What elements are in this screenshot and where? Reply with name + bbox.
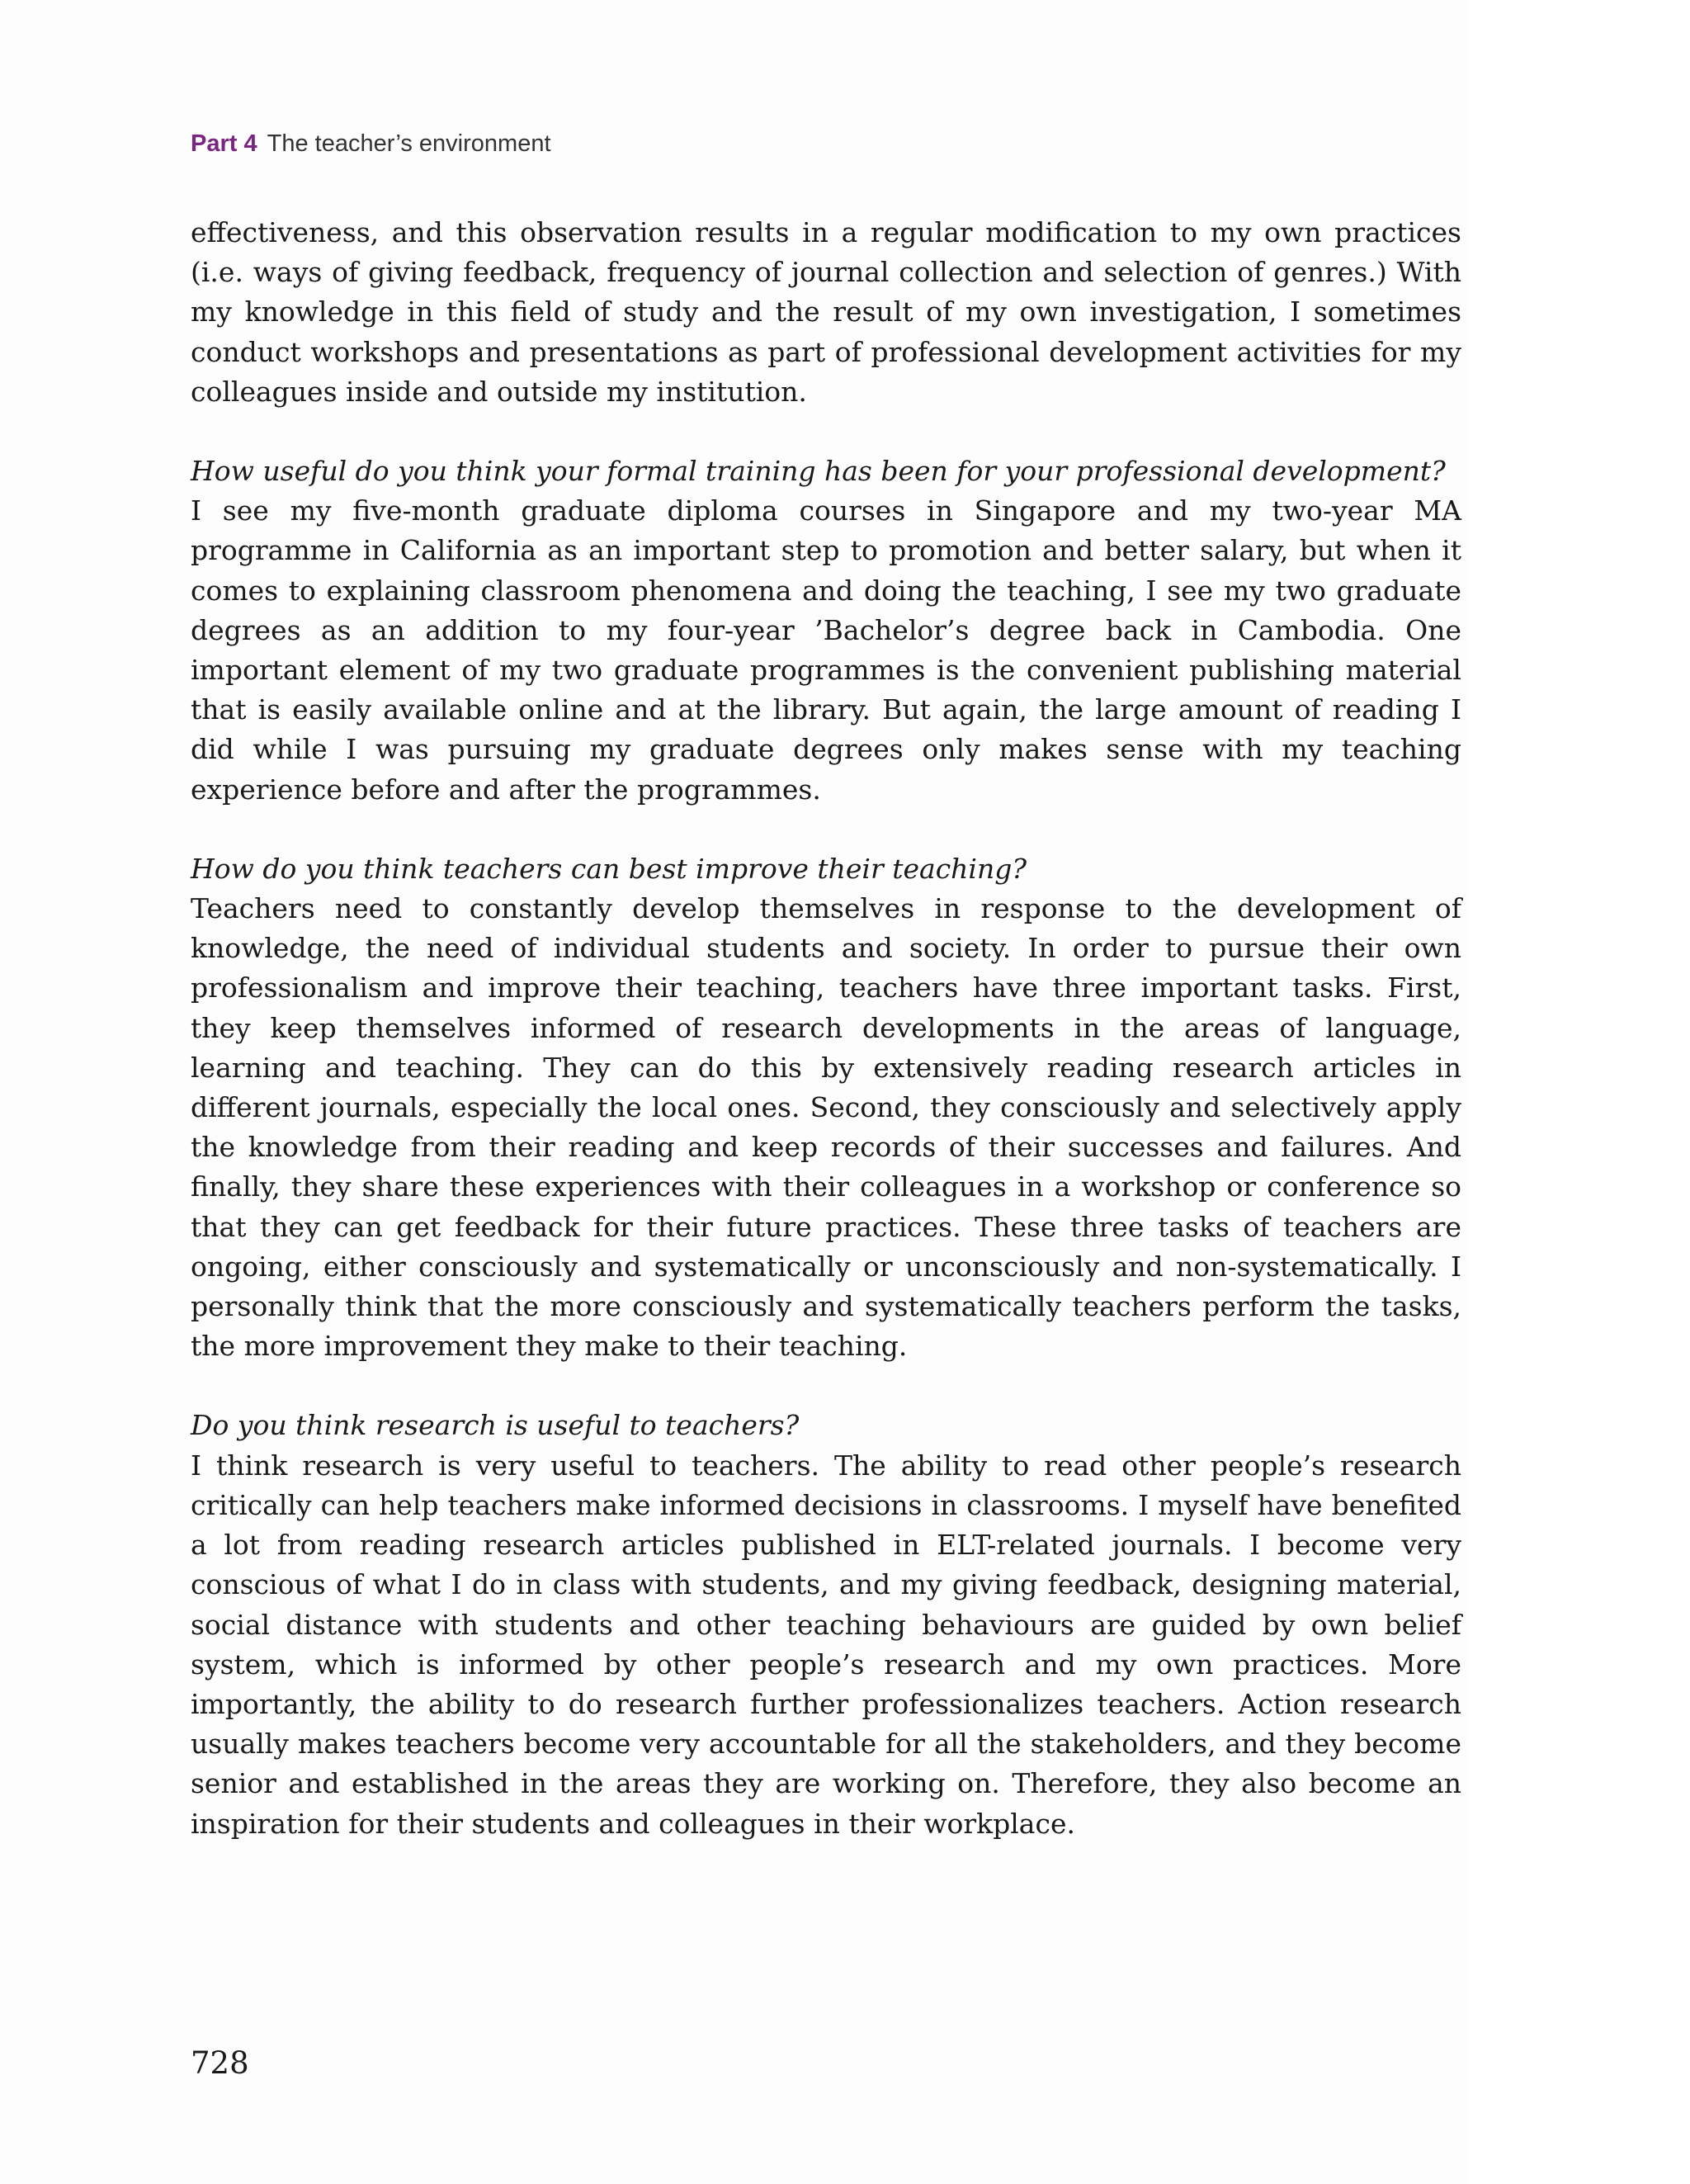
page-number: 728 [191,2045,249,2081]
question-formal-training: How useful do you think your formal training has been for your professional development? [191,455,1446,488]
answer-improve-teaching: Teachers need to constantly develop themselves in response to the development of knowledge, the need of individual students and society. In order to pursue their own professionalism and improve their teaching, teachers have three important tasks. First, they keep themselves informed of research developments in the areas of language, learning and teaching. They can do this by extensively reading research articles in different journals, especially the local ones. Second, they consciously and selectively apply the knowledge from their reading and keep records of their successes and failures. And finally, they share these experiences with their colleagues in a workshop or conference so that they can get feedback for their future practices. These three tasks of teachers are ongoing, either consciously and systematically or unconsciously and non-systematically. I personally think that the more consciously and systematically teachers perform the tasks, the more improvement they make to their teaching. [191,892,1461,1363]
section-title: The teacher’s environment [267,130,551,157]
question-research-useful: Do you think research is useful to teachers? [191,1409,800,1442]
answer-research-useful: I think research is very useful to teachers. The ability to read other people’s research critically can help teachers make informed decisions in classrooms. I myself have benefited a lot from reading research articles published in ELT-related journals. I become very conscious of what I do in class with students, and my giving feedback, designing material, social distance with students and other teaching behaviours are guided by own belief system, which is informed by other people’s research and my own practices. More importantly, the ability to do research further professionalizes teachers. Action research usually makes teachers become very accountable for all the stakeholders, and they become senior and established in the areas they are working on. Therefore, they also become an inspiration for their students and colleagues in their workplace. [191,1449,1461,1840]
page-margin [1469,0,1690,2184]
intro-paragraph: effectiveness, and this observation results in a regular modification to my own practices (i.e. ways of giving feedback, frequency of journal collection and selection of genres.) With my knowledge in this field of study and the result of my own investigation, I sometimes conduct workshops and presentations as part of professional development activities for my colleagues inside and outside my institution. [191,216,1461,408]
part-label: Part 4 [191,130,257,157]
running-head [191,130,551,158]
question-improve-teaching: How do you think teachers can best improve their teaching? [191,852,1027,885]
answer-formal-training: I see my five-month graduate diploma courses in Singapore and my two-year MA programme in California as an important step to promotion and better salary, but when it comes to explaining classroom phenomena and doing the teaching, I see my two graduate degrees as an addition to my four-year ’Bachelor’s degree back in Cambodia. One important element of my two graduate programmes is the convenient publishing material that is easily available online and at the library. But again, the large amount of reading I did while I was pursuing my graduate degrees only makes sense with my teaching experience before and after the programmes. [191,494,1461,806]
body-text [191,213,1461,1844]
